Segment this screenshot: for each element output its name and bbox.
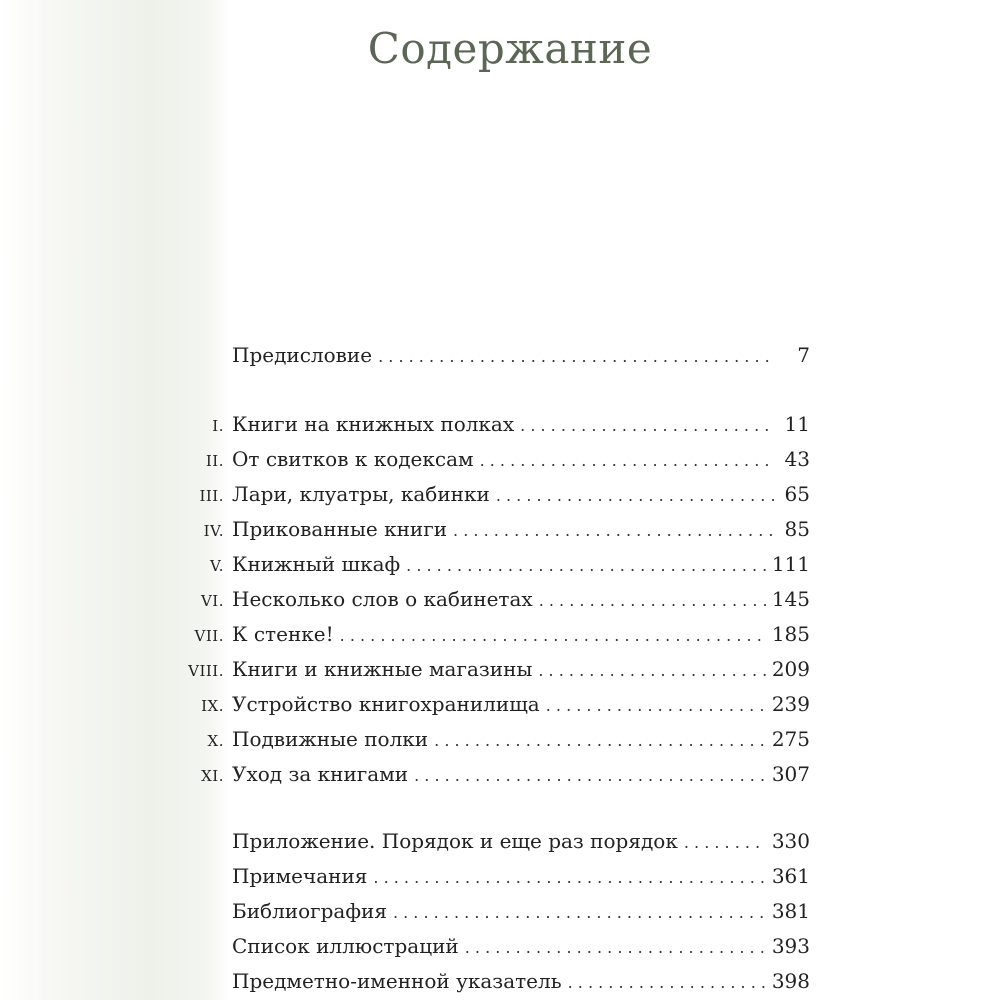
toc-entry-number: IV.	[203, 522, 224, 540]
toc-entry-label: Книги на книжных полках	[232, 412, 515, 436]
toc-entry-number: XI.	[201, 767, 224, 785]
toc-entry-number: VII.	[194, 627, 224, 645]
toc-entry-page: 275	[771, 727, 810, 751]
toc-entry-label: Несколько слов о кабинетах	[232, 587, 533, 611]
toc-entry-label: Книги и книжные магазины	[232, 657, 533, 681]
toc-entry-label: Предисловие	[232, 343, 373, 367]
toc-entry-page: 381	[771, 899, 810, 923]
toc-entry-page: 209	[771, 657, 810, 681]
toc-dot-leader	[453, 516, 774, 546]
toc-entry-chapter	[170, 654, 810, 684]
toc-entry-page: 85	[784, 517, 810, 541]
toc-dot-leader	[520, 411, 774, 441]
toc-entry-page: 330	[771, 829, 810, 853]
toc-entry-back-matter	[170, 896, 810, 926]
toc-entry-back-matter	[170, 861, 810, 891]
toc-entry-label: Лари, клуатры, кабинки	[232, 482, 490, 506]
toc-entry-number: III.	[199, 487, 224, 505]
toc-dot-leader	[393, 898, 766, 928]
toc-dot-leader	[496, 481, 774, 511]
toc-dot-leader	[465, 933, 766, 963]
toc-entry-page: 145	[771, 587, 810, 611]
toc-entry-number: II.	[205, 452, 224, 470]
toc-entry-page: 185	[771, 622, 810, 646]
toc-entry-page: 239	[771, 692, 810, 716]
toc-entry-number: I.	[212, 417, 224, 435]
toc-entry-chapter	[170, 584, 810, 614]
toc-entry-preface	[170, 340, 810, 370]
toc-entry-chapter	[170, 759, 810, 789]
toc-dot-leader	[568, 968, 766, 998]
toc-entry-page: 393	[771, 934, 810, 958]
toc-entry-page: 65	[784, 482, 810, 506]
toc-entry-chapter	[170, 689, 810, 719]
toc-entry-number: V.	[210, 557, 224, 575]
toc-entry-label: Прикованные книги	[232, 517, 448, 541]
toc-entry-label: Примечания	[232, 864, 368, 888]
toc-entry-chapter	[170, 619, 810, 649]
toc-entry-label: От свитков к кодексам	[232, 447, 474, 471]
toc-dot-leader	[480, 446, 774, 476]
toc-entry-label: Список иллюстраций	[232, 934, 459, 958]
toc-dot-leader	[546, 691, 766, 721]
toc-entry-chapter	[170, 479, 810, 509]
toc-entry-number: VI.	[200, 592, 224, 610]
toc-dot-leader	[406, 551, 766, 581]
toc-entry-page: 43	[784, 447, 810, 471]
toc-entry-page: 307	[771, 762, 810, 786]
toc-dot-leader	[684, 828, 766, 858]
toc-dot-leader	[378, 342, 774, 372]
toc-entry-chapter	[170, 549, 810, 579]
toc-entry-label: Уход за книгами	[232, 762, 409, 786]
toc-entry-page: 398	[771, 969, 810, 993]
toc-entry-chapter	[170, 724, 810, 754]
toc-entry-chapter	[170, 514, 810, 544]
toc-entry-chapter	[170, 409, 810, 439]
toc-entry-number: IX.	[201, 697, 224, 715]
toc-entry-page: 111	[771, 552, 810, 576]
toc-dot-leader	[538, 656, 765, 686]
toc-entry-back-matter	[170, 966, 810, 996]
toc-entry-label: Устройство книгохранилища	[232, 692, 540, 716]
toc-dot-leader	[414, 761, 766, 791]
page-title: Содержание	[367, 24, 653, 73]
toc-entry-label: К стенке!	[232, 622, 334, 646]
toc-dot-leader	[340, 621, 766, 651]
toc-entry-label: Книжный шкаф	[232, 552, 401, 576]
toc-entry-number: VIII.	[188, 662, 224, 680]
toc-dot-leader	[539, 586, 766, 616]
toc-entry-number: X.	[207, 732, 224, 750]
toc-entry-label: Библиография	[232, 899, 387, 923]
toc-entry-page: 361	[771, 864, 810, 888]
toc-entry-back-matter	[170, 826, 810, 856]
toc-entry-page: 7	[797, 343, 810, 367]
toc-entry-back-matter	[170, 931, 810, 961]
toc-entry-label: Подвижные полки	[232, 727, 429, 751]
toc-entry-chapter	[170, 444, 810, 474]
toc-entry-label: Приложение. Порядок и еще раз порядок	[232, 829, 678, 853]
toc-entry-label: Предметно-именной указатель	[232, 969, 562, 993]
toc-dot-leader	[434, 726, 766, 756]
toc-dot-leader	[373, 863, 765, 893]
toc-entry-page: 11	[784, 412, 810, 436]
